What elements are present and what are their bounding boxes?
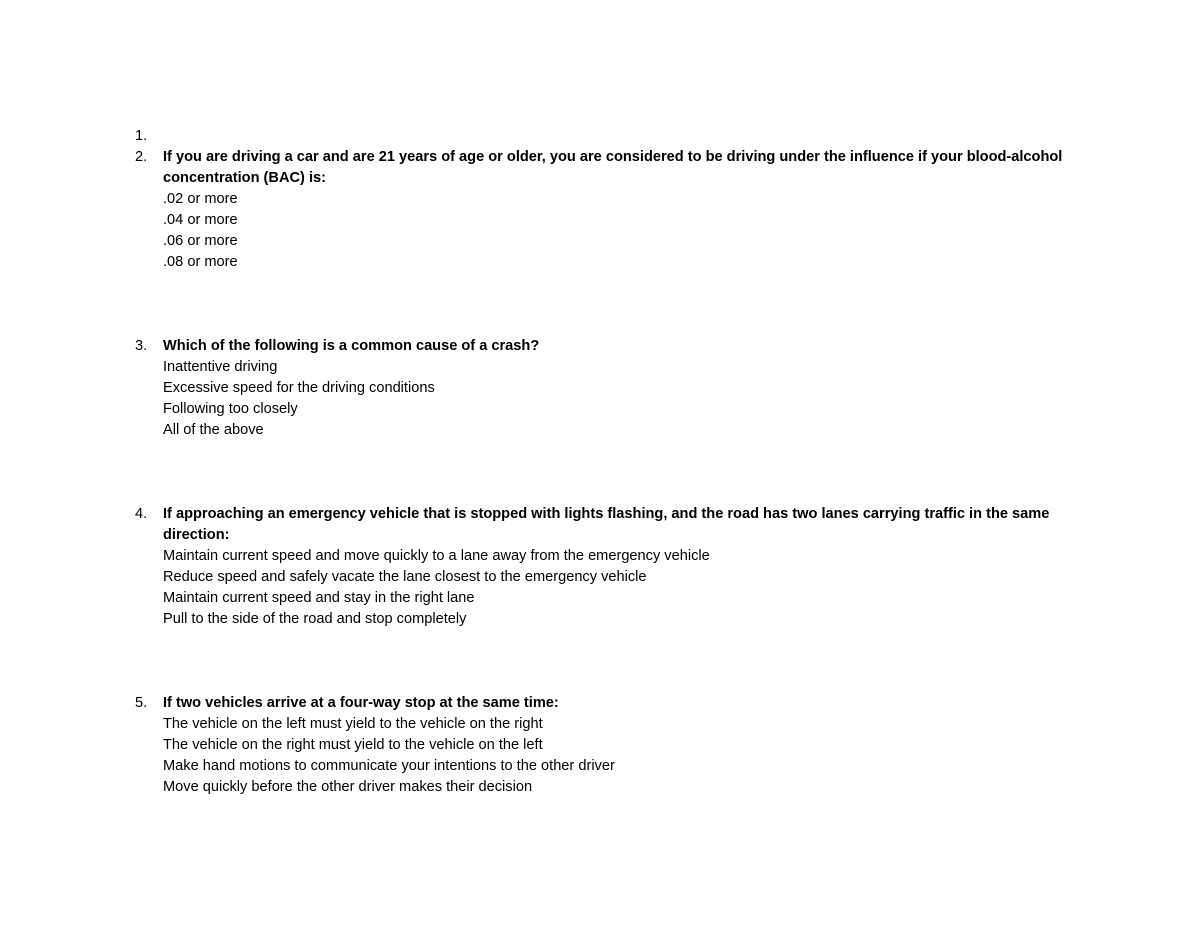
answer-option: .08 or more — [163, 254, 238, 270]
question-number: 2. — [135, 149, 148, 165]
answer-option: .02 or more — [163, 191, 238, 207]
answer-option: .06 or more — [163, 233, 238, 249]
answer-option: Excessive speed for the driving conditions — [163, 380, 435, 396]
answer-option: Make hand motions to communicate your intentions to the other driver — [163, 758, 615, 774]
question-number: 5. — [135, 695, 148, 711]
question-1 — [135, 126, 1095, 147]
answer-option: Move quickly before the other driver makes their decision — [163, 779, 533, 795]
question-text: If you are driving a car and are 21 years of age or older, you are considered to be driving under the influence if your blood-alcohol concentration (BAC) is: — [163, 149, 1063, 186]
question-list — [135, 126, 1095, 798]
question-number: 3. — [135, 338, 148, 354]
answer-option: Following too closely — [163, 401, 298, 417]
answer-option: Maintain current speed and stay in the right lane — [163, 590, 475, 606]
answer-option: All of the above — [163, 422, 264, 438]
answer-option: Inattentive driving — [163, 359, 278, 375]
question-number: 1. — [135, 128, 148, 144]
answer-option: Maintain current speed and move quickly to a lane away from the emergency vehicle — [163, 548, 710, 564]
answer-option: .04 or more — [163, 212, 238, 228]
answer-option: Pull to the side of the road and stop completely — [163, 611, 467, 627]
question-5 — [135, 693, 1095, 798]
question-number: 4. — [135, 506, 148, 522]
question-2 — [135, 147, 1095, 273]
question-text: If approaching an emergency vehicle that is stopped with lights flashing, and the road has two lanes carrying traffic in the same direction: — [163, 506, 1050, 543]
answer-option: The vehicle on the right must yield to the vehicle on the left — [163, 737, 543, 753]
answer-option: The vehicle on the left must yield to the vehicle on the right — [163, 716, 543, 732]
question-4 — [135, 504, 1095, 630]
question-text: If two vehicles arrive at a four-way stop at the same time: — [163, 695, 559, 711]
question-3 — [135, 336, 1095, 441]
question-text — [163, 126, 1095, 147]
answer-option: Reduce speed and safely vacate the lane closest to the emergency vehicle — [163, 569, 647, 585]
question-text: Which of the following is a common cause of a crash? — [163, 338, 540, 354]
